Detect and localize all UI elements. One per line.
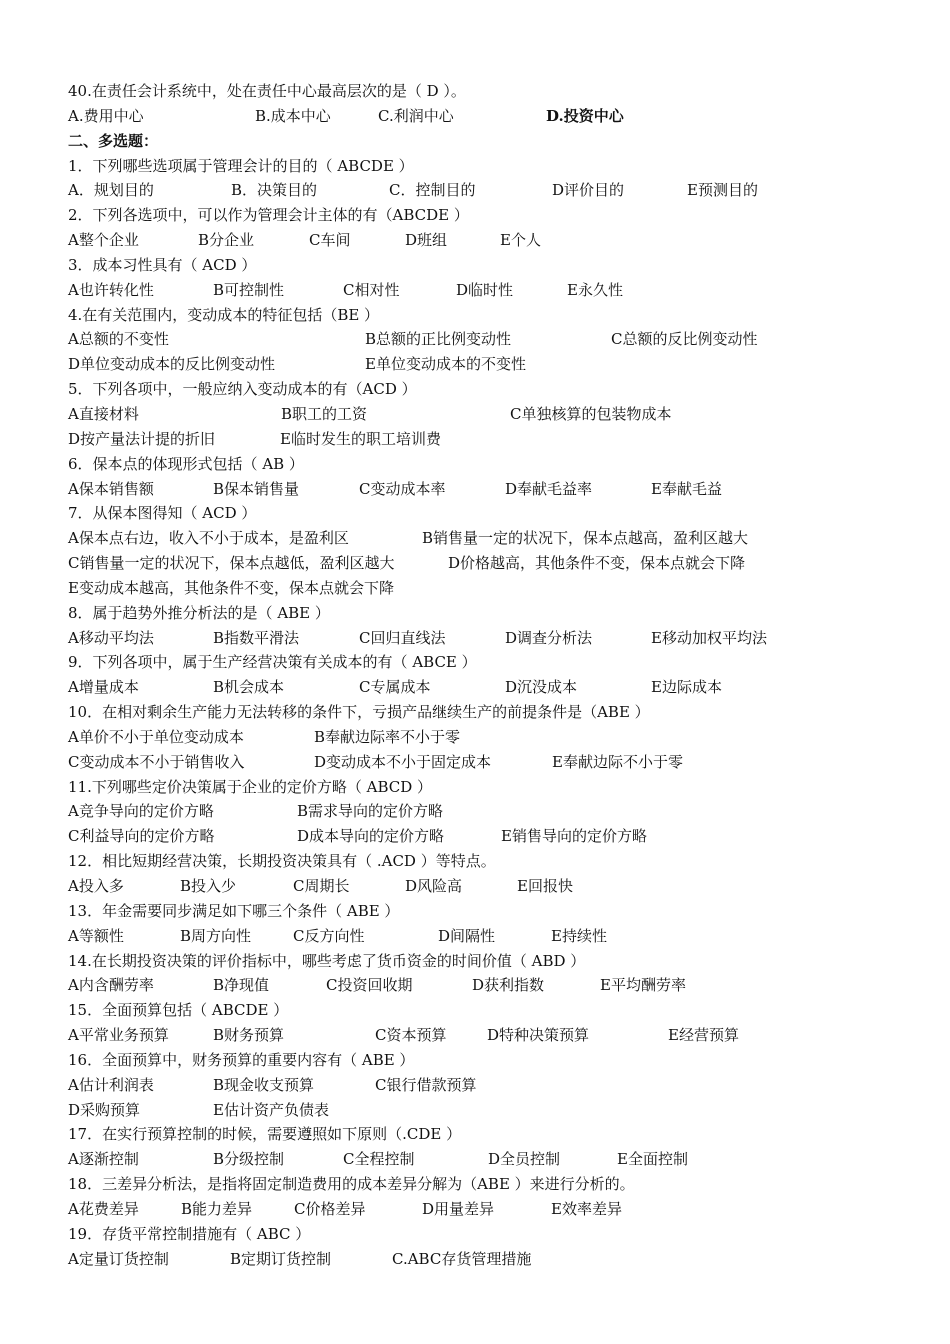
line-text: 10．在相对剩余生产能力无法转移的条件下，亏损产品继续生产的前提条件是（ABE ） xyxy=(68,703,650,722)
option-text: E移动加权平均法 xyxy=(651,628,767,647)
option-text: A也许转化性 xyxy=(68,280,154,299)
option-line xyxy=(68,477,928,502)
option-text: D临时性 xyxy=(456,280,514,299)
option-line xyxy=(68,1098,928,1123)
option-text: D采购预算 xyxy=(68,1100,141,1119)
question-line xyxy=(68,899,928,924)
line-text: 3．成本习性具有（ ACD ） xyxy=(68,255,257,274)
option-text: B销售量一定的状况下，保本点越高，盈利区越大 xyxy=(422,529,749,548)
option-text: A．规划目的 xyxy=(68,181,154,200)
question-line xyxy=(68,1048,928,1073)
option-text: C．控制目的 xyxy=(389,181,476,200)
option-text: B指数平滑法 xyxy=(213,628,300,647)
option-text: E经营预算 xyxy=(668,1026,739,1045)
option-text: A投入多 xyxy=(68,877,124,895)
option-text: D全员控制 xyxy=(488,1150,561,1169)
question-line xyxy=(68,601,928,626)
option-text: C.利润中心 xyxy=(378,106,454,125)
option-line xyxy=(68,427,928,452)
line-text: 二、多选题： xyxy=(68,131,159,150)
option-line xyxy=(68,824,928,849)
question-line xyxy=(68,154,928,179)
option-text: E持续性 xyxy=(551,926,607,945)
option-line xyxy=(68,104,928,129)
question-line xyxy=(68,1122,928,1147)
question-line xyxy=(68,501,928,526)
option-text: E边际成本 xyxy=(651,678,722,697)
question-line xyxy=(68,452,928,477)
option-line xyxy=(68,799,928,824)
option-text: E个人 xyxy=(500,231,541,250)
option-text: B总额的正比例变动性 xyxy=(365,330,512,349)
option-text: A单价不小于单位变动成本 xyxy=(68,727,244,746)
option-text: E估计资产负债表 xyxy=(213,1100,329,1119)
line-text: 8．属于趋势外推分析法的是（ ABE ） xyxy=(68,603,330,622)
option-line xyxy=(68,327,928,352)
option-text: C投资回收期 xyxy=(326,976,413,995)
option-text: A估计利润表 xyxy=(68,1075,154,1094)
option-text: A增量成本 xyxy=(68,678,139,697)
option-text: B职工的工资 xyxy=(281,404,368,423)
question-line xyxy=(68,849,928,874)
option-text: E奉献边际不小于零 xyxy=(552,752,683,771)
option-text: B.成本中心 xyxy=(255,106,331,125)
option-text: E单位变动成本的不变性 xyxy=(365,355,526,374)
option-text: A竞争导向的定价方略 xyxy=(68,802,214,821)
option-text: C回归直线法 xyxy=(359,628,446,647)
option-text: E奉献毛益 xyxy=(651,479,722,498)
option-line xyxy=(68,725,928,750)
option-line xyxy=(68,228,928,253)
option-line xyxy=(68,675,928,700)
option-text: B可控制性 xyxy=(213,280,285,299)
option-text: E效率差异 xyxy=(551,1199,622,1218)
option-text: B投入少 xyxy=(180,877,237,895)
option-text: D风险高 xyxy=(405,877,463,895)
question-line xyxy=(68,129,928,154)
option-text: D间隔性 xyxy=(438,926,496,945)
option-text: A保本点右边，收入不小于成本，是盈利区 xyxy=(68,529,349,548)
option-text: E临时发生的职工培训费 xyxy=(280,429,441,448)
option-text: E永久性 xyxy=(567,280,623,299)
option-line xyxy=(68,526,928,551)
option-text: E回报快 xyxy=(517,877,573,895)
option-text: D成本导向的定价方略 xyxy=(297,827,445,846)
option-text: E平均酬劳率 xyxy=(600,976,686,995)
option-line xyxy=(68,551,928,576)
option-text: B财务预算 xyxy=(213,1026,285,1045)
option-line xyxy=(68,1147,928,1172)
option-text: A逐渐控制 xyxy=(68,1150,139,1169)
question-line xyxy=(68,1222,928,1247)
option-line xyxy=(68,178,928,203)
option-text: B现金收支预算 xyxy=(213,1075,315,1094)
line-text: 12．相比短期经营决策，长期投资决策具有（ .ACD ）等特点。 xyxy=(68,852,496,871)
option-text: C相对性 xyxy=(343,280,400,299)
option-line xyxy=(68,1073,928,1098)
line-text: 5．下列各项中，一般应纳入变动成本的有（ACD ） xyxy=(68,380,417,399)
line-text: 40.在责任会计系统中，处在责任中心最高层次的是（ D ）。 xyxy=(68,82,466,100)
option-text: A等额性 xyxy=(68,926,124,945)
line-text: 1．下列哪些选项属于管理会计的目的（ ABCDE ） xyxy=(68,156,414,175)
option-text: D用量差异 xyxy=(422,1199,495,1218)
option-text: A移动平均法 xyxy=(68,628,154,647)
line-text: 4.在有关范围内，变动成本的特征包括（BE ） xyxy=(68,305,380,324)
option-text: A保本销售额 xyxy=(68,479,154,498)
question-line xyxy=(68,700,928,725)
option-text: A整个企业 xyxy=(68,231,139,250)
option-text: B周方向性 xyxy=(180,926,252,945)
option-line xyxy=(68,750,928,775)
option-line xyxy=(68,973,928,998)
option-text: C变动成本不小于销售收入 xyxy=(68,752,245,771)
question-line xyxy=(68,650,928,675)
line-text: 16．全面预算中，财务预算的重要内容有（ ABE ） xyxy=(68,1050,415,1069)
option-text: D变动成本不小于固定成本 xyxy=(314,752,492,771)
option-text: C车间 xyxy=(309,231,351,250)
option-text: C资本预算 xyxy=(375,1026,447,1045)
option-text: D班组 xyxy=(405,231,448,250)
option-line xyxy=(68,874,928,899)
option-line xyxy=(68,1197,928,1222)
option-text: D评价目的 xyxy=(552,181,625,200)
question-line xyxy=(68,998,928,1023)
option-text: C价格差异 xyxy=(294,1199,366,1218)
question-line xyxy=(68,576,928,601)
line-text: 13．年金需要同步满足如下哪三个条件（ ABE ） xyxy=(68,901,400,920)
line-text: 6．保本点的体现形式包括（ AB ） xyxy=(68,454,304,473)
option-line xyxy=(68,626,928,651)
option-text: D.投资中心 xyxy=(546,106,624,125)
option-text: D特种决策预算 xyxy=(487,1026,590,1045)
option-text: D按产量法计提的折旧 xyxy=(68,429,216,448)
question-line xyxy=(68,303,928,328)
line-text: 7．从保本图得知（ ACD ） xyxy=(68,504,257,523)
option-text: C.ABC存货管理措施 xyxy=(392,1249,532,1268)
option-text: B机会成本 xyxy=(213,678,285,697)
option-text: B定期订货控制 xyxy=(230,1249,332,1268)
question-line xyxy=(68,775,928,800)
option-line xyxy=(68,352,928,377)
question-line xyxy=(68,203,928,228)
option-text: D调查分析法 xyxy=(505,628,593,647)
option-text: A花费差异 xyxy=(68,1199,139,1218)
option-line xyxy=(68,278,928,303)
line-text: 2．下列各选项中，可以作为管理会计主体的有（ABCDE ） xyxy=(68,206,469,225)
option-text: B．决策目的 xyxy=(231,181,318,200)
line-text: 19．存货平常控制措施有（ ABC ） xyxy=(68,1224,311,1243)
option-text: E销售导向的定价方略 xyxy=(501,827,647,846)
question-line xyxy=(68,1172,928,1197)
line-text: 14.在长期投资决策的评价指标中，哪些考虑了货币资金的时间价值（ ABD ） xyxy=(68,951,586,970)
option-text: C银行借款预算 xyxy=(375,1075,477,1094)
line-text: 17．在实行预算控制的时候，需要遵照如下原则（.CDE ） xyxy=(68,1125,462,1144)
option-text: D单位变动成本的反比例变动性 xyxy=(68,355,276,374)
option-text: B保本销售量 xyxy=(213,479,300,498)
option-text: A.费用中心 xyxy=(68,106,144,125)
line-text: 11.下列哪些定价决策属于企业的定价方略（ ABCD ） xyxy=(68,777,433,796)
option-text: C利益导向的定价方略 xyxy=(68,827,215,846)
option-text: C变动成本率 xyxy=(359,479,446,498)
option-text: B分级控制 xyxy=(213,1150,285,1169)
option-text: A定量订货控制 xyxy=(68,1249,169,1268)
option-text: B净现值 xyxy=(213,976,270,995)
option-text: B需求导向的定价方略 xyxy=(297,802,444,821)
option-line xyxy=(68,402,928,427)
line-text: 18．三差异分析法，是指将固定制造费用的成本差异分解为（ABE ）来进行分析的。 xyxy=(68,1175,635,1194)
option-text: E预测目的 xyxy=(687,181,758,200)
document-body xyxy=(68,79,928,1272)
question-line xyxy=(68,253,928,278)
option-text: C单独核算的包装物成本 xyxy=(510,404,672,423)
option-text: C总额的反比例变动性 xyxy=(611,330,758,349)
option-text: A直接材料 xyxy=(68,404,139,423)
option-text: A内含酬劳率 xyxy=(68,976,154,995)
option-text: A总额的不变性 xyxy=(68,330,169,349)
option-text: D获利指数 xyxy=(472,976,545,995)
option-text: C周期长 xyxy=(293,877,350,895)
option-text: B能力差异 xyxy=(181,1199,253,1218)
option-line xyxy=(68,924,928,949)
option-text: B奉献边际率不小于零 xyxy=(314,727,461,746)
option-text: D价格越高，其他条件不变，保本点就会下降 xyxy=(448,554,746,573)
option-line xyxy=(68,1247,928,1272)
option-text: C全程控制 xyxy=(343,1150,415,1169)
question-line xyxy=(68,949,928,974)
option-text: C反方向性 xyxy=(293,926,365,945)
line-text: 15．全面预算包括（ ABCDE ） xyxy=(68,1001,289,1020)
option-line xyxy=(68,1023,928,1048)
option-text: A平常业务预算 xyxy=(68,1026,169,1045)
line-text: E变动成本越高，其他条件不变，保本点就会下降 xyxy=(68,578,394,597)
question-line xyxy=(68,79,928,104)
option-text: E全面控制 xyxy=(617,1150,688,1169)
line-text: 9．下列各项中，属于生产经营决策有关成本的有（ ABCE ） xyxy=(68,653,477,672)
option-text: D奉献毛益率 xyxy=(505,479,593,498)
option-text: C销售量一定的状况下，保本点越低，盈利区越大 xyxy=(68,554,395,573)
question-line xyxy=(68,377,928,402)
option-text: B分企业 xyxy=(198,231,255,250)
option-text: D沉没成本 xyxy=(505,678,578,697)
option-text: C专属成本 xyxy=(359,678,431,697)
